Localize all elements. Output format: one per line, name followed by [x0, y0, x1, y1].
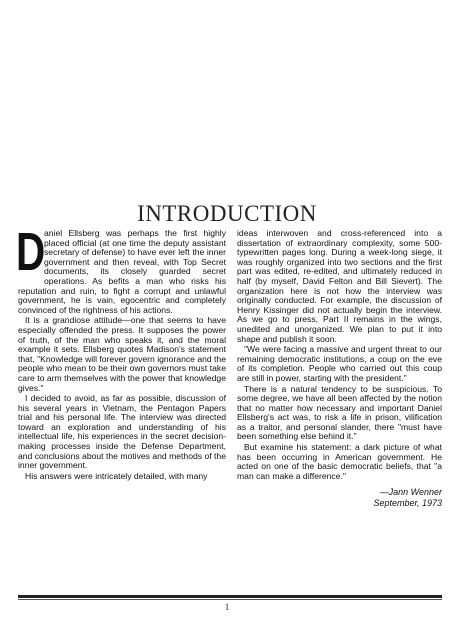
paragraph: "We were facing a massive and urgent threat to our remaining democratic institutions, a coup on the eve of its completion. People who carried out this coup are still in power, starting with the president.": [237, 344, 442, 383]
paragraph: His answers were intricately detailed, with many: [25, 470, 208, 481]
signature: [237, 487, 442, 508]
paragraph: It is a grandiose attitude—one that seems to have especially offended the press. It supposes the power of truth, of the man who speaks it, and the moral example it sets. Ellsberg quotes Madison's statement that, "Knowledge will forever govern ignorance and the people who mean to be their own governors must take care to arm themselves with the power that knowledge gives.": [18, 315, 226, 393]
signature-date: September, 1973: [373, 497, 442, 508]
page-number: 1: [224, 602, 230, 612]
footer-rule-thin: [18, 599, 442, 600]
paragraph: There is a natural tendency to be suspicious. To some degree, we have all been affected by the notion that no matter how necessary and important Daniel Ellsberg's act was, to risk a life in prison, vilification as a traitor, and personal slander, there "must have been something else behind it.": [237, 383, 442, 442]
paragraph: I decided to avoid, as far as possible, discussion of his several years in Vietnam, the Pentagon Papers trial and his personal life. The interview was directed toward an exploration and understanding of his intellectual life, his experiences in the secret decision-making processes inside the Defense Department, and conclusions about the motives and methods of the inner government.: [18, 393, 226, 471]
paragraph: [16, 222, 226, 315]
right-column: [237, 229, 442, 508]
left-column: [16, 222, 226, 482]
paragraph: ideas interwoven and cross-referenced into a dissertation of extraordinary complexity, some 500-typewritten pages long. During a week-long siege, it was roughly organized into two sections and the first part was edited, re-edited, and ultimately reduced in half (by myself, David Felton and Bill Sievert). The organization here is not how the interview was originally conducted. For example, the discussion of Henry Kissinger did not actually begin the interview. As we go to press, Part II remains in the wings, unedited and unorganized. We plan to put it into shape and publish it soon.: [237, 228, 442, 344]
signature-author: —Jann Wenner: [379, 487, 442, 498]
paragraph: But examine his statement: a dark picture of what has been occurring in American government. He acted on one of the basic democratic beliefs, that "a man can make a difference.": [237, 442, 442, 481]
drop-cap: D: [16, 222, 46, 282]
footer-rule: [18, 595, 442, 598]
page-title: INTRODUCTION: [137, 201, 317, 226]
paragraph-text: aniel Ellsberg was perhaps the first highly placed official (at one time the deputy assistant secretary of defense) to have ever left the inner government and then reveal, with Top Secret documents, its closely guarded secret operations. As befits a man who risks his reputation and ruin, to fight a corrupt and unlawful government, he is vain, egocentric and completely convinced of the rightness of his actions.: [18, 228, 226, 315]
